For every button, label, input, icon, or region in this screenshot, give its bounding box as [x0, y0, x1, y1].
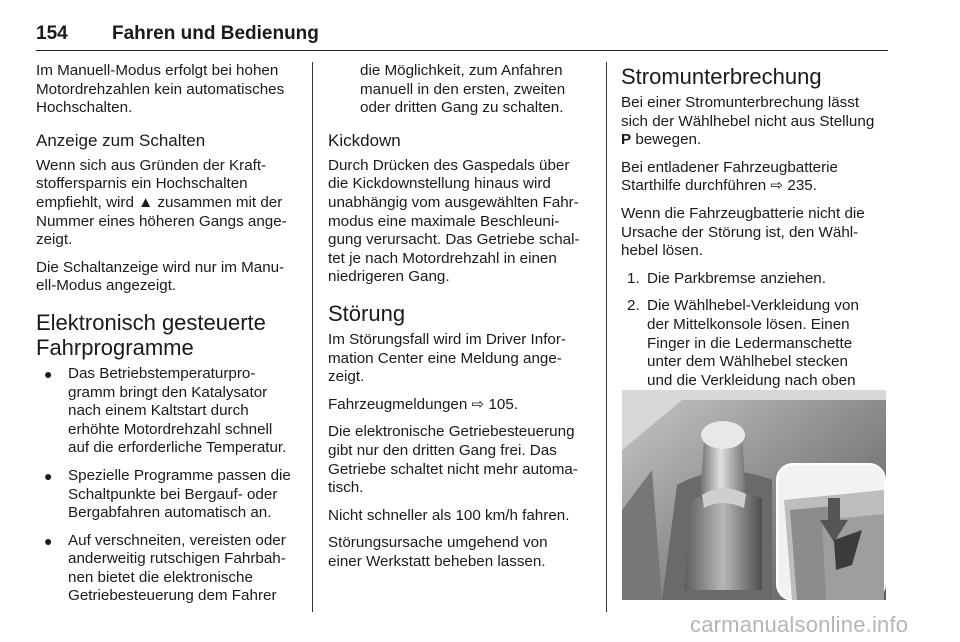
list-item: ● Spezielle Programme passen die Schaltpunkte bei Bergauf- oder Bergabfahren automatisch an. [44, 466, 291, 522]
kickdown-paragraph: Durch Drücken des Gaspedals über die Kickdownstellung hinaus wird unabhängig vom ausgewählten Fahr- modus eine maximale Beschleuni- gung verursacht. Das Getriebe schal- tet je nach Motordrehzahl in einen niedrigeren Gang. [328, 156, 580, 286]
gear-p-label: P [621, 131, 632, 149]
stoerung-paragraph-2: Die elektronische Getriebesteuerung gibt nur den dritten Gang frei. Das Getriebe schaltet nicht mehr automa- tisch. [328, 423, 578, 497]
column-divider-1 [312, 62, 313, 612]
heading-kickdown: Kickdown [328, 130, 401, 150]
drive-programs-list [36, 365, 298, 606]
bullet-continuation: die Möglichkeit, zum Anfahren manuell in den ersten, zweiten oder dritten Gang zu schalten. [360, 62, 566, 117]
stoerung-paragraph-1: Im Störungsfall wird im Driver Infor- mation Center eine Meldung ange- zeigt. [328, 330, 566, 386]
vehicle-messages-ref: Fahrzeugmeldungen ⇨ 105. [328, 395, 519, 413]
column-1 [36, 62, 298, 615]
bullet-icon: ● [44, 532, 53, 549]
watermark: carmanualsonline.info [690, 612, 909, 637]
heading-shift-indicator: Anzeige zum Schalten [36, 130, 206, 150]
chapter-title: Fahren und Bedienung [112, 23, 319, 44]
release-steps-list [621, 270, 888, 409]
manual-mode-paragraph: Im Manuell-Modus erfolgt bei hohen Motordrehzahlen kein automatisches Hochschalten. [36, 62, 285, 117]
page-number: 154 [36, 23, 68, 44]
jump-start-paragraph: Bei entladener Fahrzeugbatterie Starthilfe durchführen ⇨ 235. [621, 158, 838, 195]
heading-stoerung: Störung [328, 300, 406, 326]
heading-drive-programs: Elektronisch gesteuerte Fahrprogramme [36, 309, 266, 360]
speed-limit-note: Nicht schneller als 100 km/h fahren. [328, 506, 570, 524]
power-failure-paragraph: Bei einer Stromunterbrechung lässt sich der Wählhebel nicht aus Stellung P bewegen. [621, 94, 875, 149]
shift-indicator-note: Die Schaltanzeige wird nur im Manu- ell-Modus angezeigt. [36, 258, 285, 295]
workshop-note: Störungsursache umgehend von einer Werkstatt beheben lassen. [328, 534, 548, 570]
list-item: 1. Die Parkbremse anziehen. [627, 269, 826, 287]
list-item: 2. Die Wählhebel-Verkleidung von der Mittelkonsole lösen. Einen Finger in die Ledermanschette unter dem Wählhebel stecken und die Verkleidung nach oben [627, 297, 859, 389]
column-divider-2 [606, 62, 607, 612]
column-2 [328, 62, 592, 580]
shift-indicator-paragraph: Wenn sich aus Gründen der Kraft- stoffersparnis ein Hochschalten empfiehlt, wird ▲ zusammen mit der Nummer eines höheren Gangs ange- zeigt. [36, 156, 287, 249]
gear-selector-illustration [622, 390, 886, 600]
column-3 [621, 62, 888, 418]
bullet-icon: ● [44, 365, 53, 382]
heading-stromunterbrechung: Stromunterbrechung [621, 64, 822, 89]
page-header [36, 22, 888, 51]
gear-lever-image [622, 390, 886, 600]
bullet-icon: ● [44, 467, 53, 484]
list-item: ● Auf verschneiten, vereisten oder anderweitig rutschigen Fahrbah- nen bietet die elektronische Getriebesteuerung dem Fahrer [44, 531, 286, 605]
list-item: ● Das Betriebstemperaturpro- gramm bringt den Katalysator nach einem Kaltstart durch erhöhte Motordrehzahl schnell auf die erforderliche Temperatur. [44, 364, 287, 457]
lever-release-paragraph: Wenn die Fahrzeugbatterie nicht die Ursache der Störung ist, den Wähl- hebel lösen. [621, 204, 865, 260]
